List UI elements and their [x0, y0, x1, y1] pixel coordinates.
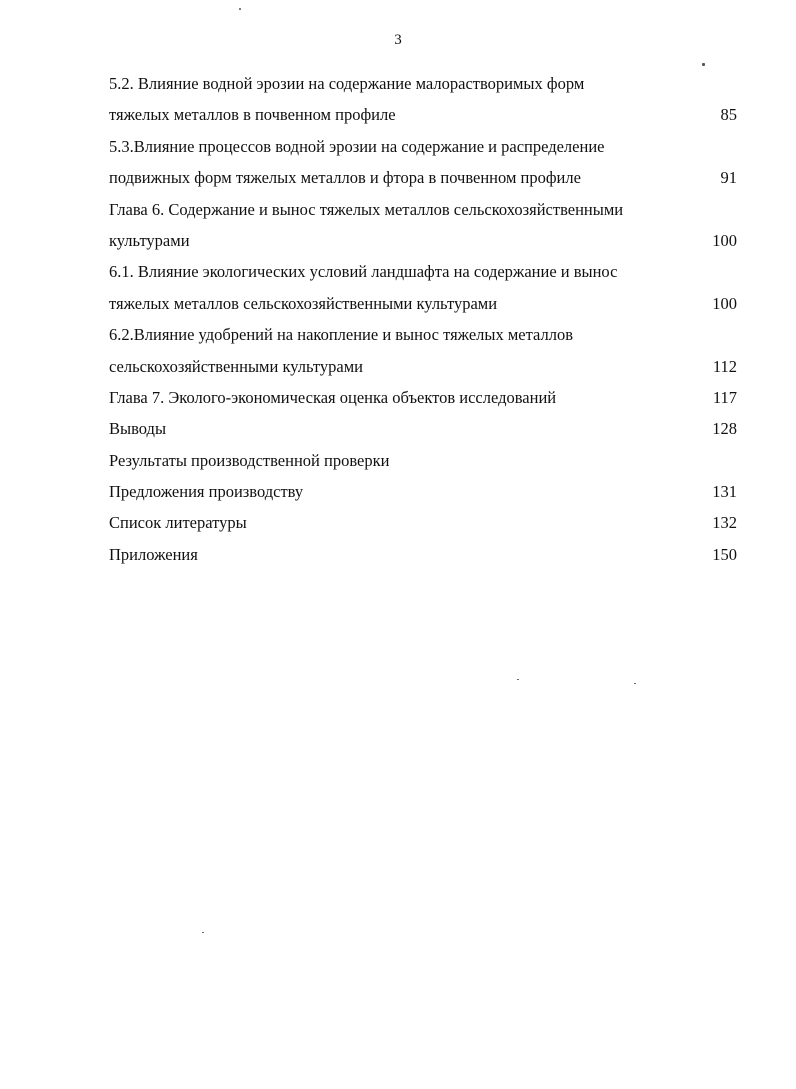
toc-entry-title-line: Список литературы	[109, 513, 247, 533]
toc-entry-title-line: тяжелых металлов сельскохозяйственными культурами	[109, 293, 498, 313]
toc-entry-title-line: тяжелых металлов в почвенном профиле	[109, 105, 396, 125]
toc-entry-title-line: подвижных форм тяжелых металлов и фтора в почвенном профиле	[109, 168, 581, 188]
scan-speck	[702, 63, 705, 66]
toc-entry-title-line: 6.1. Влияние экологических условий ландшафта на содержание и вынос	[109, 262, 618, 282]
toc-entry	[109, 319, 737, 382]
toc-entry	[109, 539, 737, 570]
toc-entry-page-number: 128	[712, 419, 737, 439]
toc-entry-title-line: Результаты производственной проверки	[109, 450, 390, 470]
toc-entry	[109, 194, 737, 257]
toc-entry-page-number: 100	[712, 230, 737, 250]
toc-entry-page-number: 112	[712, 356, 737, 376]
scan-speck	[202, 932, 204, 933]
toc-entry-title-line: Глава 7. Эколого-экономическая оценка объектов исследований	[109, 387, 557, 407]
toc-entry-page-number: 132	[712, 513, 737, 533]
toc-entry-page-number: 150	[712, 544, 737, 564]
toc-entry	[109, 507, 737, 538]
scan-speck	[517, 679, 519, 680]
table-of-contents	[109, 68, 737, 570]
toc-entry-page-number: 100	[712, 293, 737, 313]
toc-entry	[109, 382, 737, 413]
toc-entry-title-line: Предложения производству	[109, 482, 304, 502]
toc-entry-page-number: 117	[712, 387, 737, 407]
page-number: 3	[394, 32, 402, 48]
toc-entry-page-number: 131	[712, 482, 737, 502]
toc-entry-title-line: Глава 6. Содержание и вынос тяжелых металлов сельскохозяйственными	[109, 199, 624, 219]
toc-entry-page-number: 91	[720, 168, 737, 188]
toc-entry	[109, 68, 737, 131]
toc-entry-title-line: 5.2. Влияние водной эрозии на содержание малорастворимых форм	[109, 74, 585, 93]
toc-entry-title-line: 6.2.Влияние удобрений на накопление и вынос тяжелых металлов	[109, 325, 574, 345]
toc-entry	[109, 256, 737, 319]
toc-entry	[109, 445, 737, 476]
toc-entry-title-line: Приложения	[109, 544, 198, 564]
toc-entry	[109, 413, 737, 444]
scan-speck	[239, 8, 241, 10]
scan-speck	[634, 683, 636, 684]
toc-entry-page-number: 85	[720, 105, 737, 125]
toc-entry	[109, 131, 737, 194]
toc-entry-title-line: сельскохозяйственными культурами	[109, 356, 363, 376]
toc-entry-title-line: культурами	[109, 230, 190, 250]
toc-entry	[109, 476, 737, 507]
toc-entry-title-line: 5.3.Влияние процессов водной эрозии на содержание и распределение	[109, 136, 605, 156]
toc-entry-title-line: Выводы	[109, 419, 167, 439]
